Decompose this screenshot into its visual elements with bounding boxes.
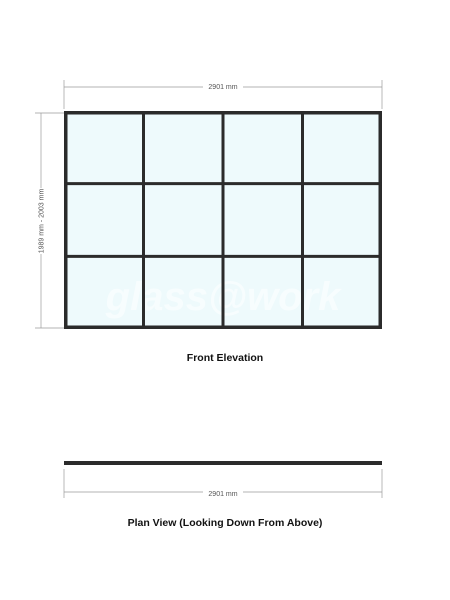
front-width-dimension <box>64 80 382 109</box>
glass-pane <box>144 184 224 257</box>
watermark-logo: glass@work <box>105 275 341 319</box>
plan-view-caption: Plan View (Looking Down From Above) <box>127 517 323 529</box>
plan-width-dimension <box>64 469 382 498</box>
front-height-label: 1989 mm - 2003 mm <box>38 188 46 254</box>
front-width-label: 2901 mm <box>208 84 238 91</box>
glass-pane <box>64 111 144 184</box>
plan-width-label: 2901 mm <box>208 491 238 498</box>
glass-pane <box>223 111 303 184</box>
glass-pane <box>223 184 303 257</box>
front-elevation-screen <box>64 111 382 329</box>
glass-pane <box>303 111 383 184</box>
front-height-dimension <box>35 113 64 328</box>
glass-pane <box>303 184 383 257</box>
front-elevation-caption: Front Elevation <box>186 352 264 364</box>
glass-pane <box>64 184 144 257</box>
plan-view-screen-line <box>64 461 382 465</box>
glass-pane <box>144 111 224 184</box>
